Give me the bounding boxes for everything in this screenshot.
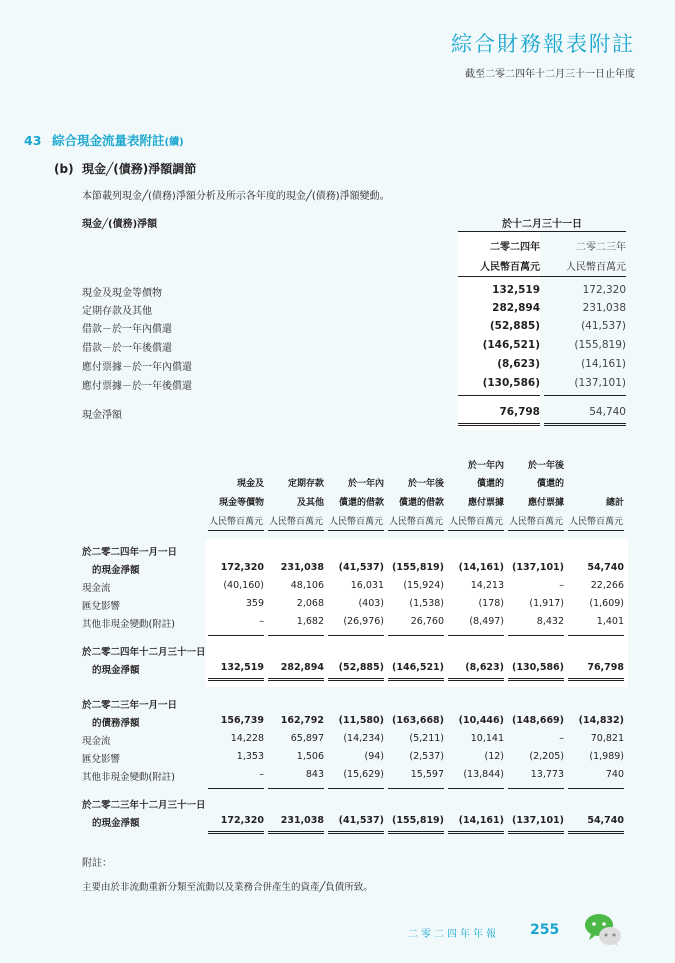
t2-opening-cell: (14,832) — [578, 715, 624, 726]
table1-row-current: 132,519 — [492, 284, 540, 296]
t2-row-cell: 2,068 — [296, 598, 324, 609]
divider — [568, 530, 624, 531]
t2-col-unit: 人民幣百萬元 — [388, 517, 443, 527]
table1-total-label: 現金淨額 — [82, 410, 122, 421]
double-divider — [388, 831, 444, 834]
t2-closing-cell: 282,894 — [280, 662, 324, 673]
table1-row-current: 282,894 — [492, 302, 540, 314]
t2-row-cell: 1,682 — [296, 616, 324, 627]
t2-col-header-line3: 償還的借款 — [338, 498, 384, 508]
t2-row-cell: (94) — [364, 751, 384, 762]
t2-col-header-line1: 於一年內 — [467, 461, 504, 471]
t2-opening-cell: 156,739 — [220, 715, 264, 726]
table1-row-label: 定期存款及其他 — [82, 306, 152, 317]
t2-row-cell: (15,924) — [403, 580, 444, 591]
t2-row-cell: (1,538) — [409, 598, 444, 609]
t2-row-cell: 359 — [245, 598, 264, 609]
t2-opening-cell: (163,668) — [392, 715, 444, 726]
t2-row-cell: 843 — [305, 769, 324, 780]
double-divider — [268, 831, 324, 834]
t2-row-cell: 22,266 — [590, 580, 624, 591]
intro-text: 本節載列現金╱(債務)淨額分析及所示各年度的現金╱(債務)淨額變動。 — [82, 191, 390, 202]
t2-row-cell: 16,031 — [350, 580, 384, 591]
t2-opening-label: 的現金淨額 — [92, 565, 140, 576]
t2-row-label: 匯兌影響 — [82, 754, 121, 765]
t2-col-header-line3: 及其他 — [296, 498, 324, 508]
t2-opening-cell: (155,819) — [392, 562, 444, 573]
divider — [458, 395, 540, 396]
t2-col-unit: 人民幣百萬元 — [508, 517, 563, 527]
footer-report-name: 二零二四年年報 — [408, 929, 499, 940]
t2-col-header-line2: 償還的 — [476, 479, 504, 489]
t2-opening-cell: (14,161) — [458, 562, 504, 573]
t2-row-cell: (1,989) — [589, 751, 624, 762]
table1-as-at: 於十二月三十一日 — [502, 219, 582, 230]
divider — [544, 395, 626, 396]
t2-row-cell: (2,205) — [529, 751, 564, 762]
double-divider — [508, 678, 564, 681]
t2-opening-cell: (11,580) — [338, 715, 384, 726]
t2-closing-cell: 76,798 — [587, 662, 624, 673]
t2-opening-cell: (41,537) — [338, 562, 384, 573]
double-divider — [508, 831, 564, 834]
table1-row-current: (146,521) — [482, 339, 540, 351]
divider — [268, 788, 324, 789]
divider — [268, 530, 324, 531]
t2-row-cell: (5,211) — [409, 733, 444, 744]
t2-row-cell: 13,773 — [530, 769, 564, 780]
t2-row-cell: (26,976) — [343, 616, 384, 627]
table1-row-previous: (14,161) — [581, 358, 626, 370]
t2-row-label: 現金流 — [82, 583, 111, 594]
t2-col-unit: 人民幣百萬元 — [208, 517, 263, 527]
t2-row-cell: (12) — [484, 751, 504, 762]
double-divider — [208, 831, 264, 834]
t2-row-cell: (40,160) — [223, 580, 264, 591]
double-divider — [458, 423, 540, 426]
divider — [458, 276, 626, 277]
t2-closing-cell: (146,521) — [392, 662, 444, 673]
t2-row-cell: 1,401 — [596, 616, 624, 627]
t2-closing-cell: (14,161) — [458, 815, 504, 826]
divider — [208, 530, 264, 531]
t2-opening-cell: (148,669) — [512, 715, 564, 726]
t2-row-cell: 740 — [605, 769, 624, 780]
t2-row-cell: (1,917) — [529, 598, 564, 609]
table1-total-previous: 54,740 — [589, 406, 626, 418]
t2-col-header-line2: 償還的 — [536, 479, 564, 489]
t2-closing-cell: (41,537) — [338, 815, 384, 826]
divider — [388, 788, 444, 789]
t2-col-header-line3: 償還的借款 — [398, 498, 444, 508]
table1-row-previous: (155,819) — [574, 339, 626, 351]
page-subtitle: 截至二零二四年十二月三十一日止年度 — [465, 69, 635, 80]
t2-col-header-line2: 現金及 — [236, 479, 264, 489]
table1-row-label: 借款－於一年後償還 — [82, 343, 172, 354]
table1-row-label: 應付票據－於一年內償還 — [82, 362, 192, 373]
divider — [268, 635, 324, 636]
t2-closing-cell: (8,623) — [465, 662, 504, 673]
table1-year-previous: 二零二三年 — [576, 242, 626, 253]
double-divider — [568, 831, 624, 834]
t2-closing-cell: (155,819) — [392, 815, 444, 826]
t2-row-cell: (8,497) — [469, 616, 504, 627]
double-divider — [568, 678, 624, 681]
t2-row-cell: (403) — [358, 598, 384, 609]
t2-opening-label: 的債務淨額 — [92, 718, 140, 729]
t2-closing-label: 於二零二四年十二月三十一日 — [82, 647, 206, 658]
t2-opening-cell: 172,320 — [220, 562, 264, 573]
section-number: 43 — [24, 133, 42, 148]
t2-row-cell: (2,537) — [409, 751, 444, 762]
t2-row-cell: 48,106 — [290, 580, 324, 591]
table1-row-previous: 172,320 — [582, 284, 626, 296]
t2-opening-label: 於二零二四年一月一日 — [82, 547, 178, 558]
subsection-heading — [54, 160, 196, 177]
t2-closing-cell: 172,320 — [220, 815, 264, 826]
divider — [328, 635, 384, 636]
table1-row-current: (52,885) — [489, 320, 540, 332]
t2-row-cell: – — [559, 733, 564, 744]
t2-row-cell: (178) — [478, 598, 504, 609]
notes-body: 主要由於非流動重新分類至流動以及業務合併產生的資產╱負債所致。 — [82, 882, 373, 893]
divider — [388, 635, 444, 636]
page-title: 綜合財務報表附註 — [451, 32, 635, 56]
t2-row-cell: – — [259, 769, 264, 780]
t2-closing-cell: (137,101) — [512, 815, 564, 826]
t2-row-cell: 8,432 — [536, 616, 564, 627]
t2-row-cell: 1,506 — [296, 751, 324, 762]
page-number: 255 — [530, 922, 560, 938]
double-divider — [388, 678, 444, 681]
t2-row-cell: 65,897 — [290, 733, 324, 744]
t2-closing-label: 的現金淨額 — [92, 665, 140, 676]
divider — [328, 530, 384, 531]
subsection-label: (b) — [54, 162, 74, 176]
table1-row-previous: (137,101) — [574, 377, 626, 389]
t2-row-cell: (1,609) — [589, 598, 624, 609]
divider — [328, 788, 384, 789]
table1-row-current: (130,586) — [482, 377, 540, 389]
t2-row-cell: – — [559, 580, 564, 591]
t2-opening-label: 於二零二三年一月一日 — [82, 700, 178, 711]
divider — [208, 635, 264, 636]
t2-row-cell: 1,353 — [236, 751, 264, 762]
t2-closing-label: 的現金淨額 — [92, 818, 140, 829]
table1-unit-current: 人民幣百萬元 — [480, 262, 540, 273]
t2-row-cell: (14,234) — [343, 733, 384, 744]
t2-row-cell: 14,213 — [470, 580, 504, 591]
table1-row-label: 應付票據－於一年後償還 — [82, 381, 192, 392]
wechat-icon[interactable] — [583, 910, 623, 950]
t2-row-cell: (15,629) — [343, 769, 384, 780]
divider — [208, 788, 264, 789]
table1-row-label: 借款－於一年內償還 — [82, 324, 172, 335]
t2-row-cell: 70,821 — [590, 733, 624, 744]
t2-row-cell: – — [259, 616, 264, 627]
double-divider — [328, 831, 384, 834]
t2-col-header-line3: 總計 — [605, 498, 624, 508]
table1-row-previous: (41,537) — [581, 320, 626, 332]
t2-closing-cell: 54,740 — [587, 815, 624, 826]
double-divider — [328, 678, 384, 681]
t2-col-header-line3: 現金等價物 — [218, 498, 264, 508]
t2-opening-cell: 231,038 — [280, 562, 324, 573]
t2-opening-cell: (10,446) — [458, 715, 504, 726]
table1-unit-previous: 人民幣百萬元 — [566, 262, 626, 273]
divider — [448, 635, 504, 636]
double-divider — [268, 678, 324, 681]
t2-col-header-line2: 於一年後 — [407, 479, 444, 489]
t2-col-header-line2: 於一年內 — [347, 479, 384, 489]
t2-row-cell: 10,141 — [470, 733, 504, 744]
section-heading — [24, 131, 184, 149]
t2-opening-cell: (137,101) — [512, 562, 564, 573]
t2-col-unit: 人民幣百萬元 — [448, 517, 503, 527]
double-divider — [448, 831, 504, 834]
divider — [448, 788, 504, 789]
table1-total-current: 76,798 — [499, 406, 540, 418]
t2-row-cell: 15,597 — [410, 769, 444, 780]
t2-closing-cell: (52,885) — [338, 662, 384, 673]
t2-closing-cell: 132,519 — [220, 662, 264, 673]
table1-row-label: 現金及現金等價物 — [82, 288, 162, 299]
double-divider — [544, 423, 626, 426]
t2-row-label: 其他非現金變動(附註) — [82, 772, 175, 783]
section-title: 綜合現金流量表附註 — [52, 133, 165, 148]
t2-row-cell: 26,760 — [410, 616, 444, 627]
t2-col-header-line3: 應付票據 — [527, 498, 564, 508]
table1-row-previous: 231,038 — [582, 302, 626, 314]
t2-col-unit: 人民幣百萬元 — [568, 517, 623, 527]
divider — [458, 231, 626, 232]
double-divider — [208, 678, 264, 681]
divider — [448, 530, 504, 531]
section-continued: (續) — [164, 137, 184, 148]
table1-label: 現金╱(債務)淨額 — [82, 219, 158, 230]
t2-opening-cell: 54,740 — [587, 562, 624, 573]
notes-title: 附註： — [82, 858, 112, 869]
subsection-title: 現金╱(債務)淨額調節 — [82, 162, 197, 176]
divider — [508, 635, 564, 636]
t2-row-cell: 14,228 — [230, 733, 264, 744]
t2-closing-label: 於二零二三年十二月三十一日 — [82, 800, 206, 811]
divider — [568, 635, 624, 636]
divider — [508, 788, 564, 789]
t2-row-cell: (13,844) — [463, 769, 504, 780]
table1-row-current: (8,623) — [497, 358, 540, 370]
divider — [568, 788, 624, 789]
t2-col-unit: 人民幣百萬元 — [328, 517, 383, 527]
divider — [508, 530, 564, 531]
t2-closing-cell: (130,586) — [512, 662, 564, 673]
t2-col-header-line1: 於一年後 — [527, 461, 564, 471]
table1-year-current: 二零二四年 — [490, 242, 540, 253]
t2-col-header-line2: 定期存款 — [287, 479, 324, 489]
t2-closing-cell: 231,038 — [280, 815, 324, 826]
divider — [388, 530, 444, 531]
t2-col-unit: 人民幣百萬元 — [268, 517, 323, 527]
t2-opening-cell: 162,792 — [280, 715, 324, 726]
t2-col-header-line3: 應付票據 — [467, 498, 504, 508]
t2-row-label: 現金流 — [82, 736, 111, 747]
t2-row-label: 其他非現金變動(附註) — [82, 619, 175, 630]
double-divider — [448, 678, 504, 681]
t2-row-label: 匯兌影響 — [82, 601, 121, 612]
